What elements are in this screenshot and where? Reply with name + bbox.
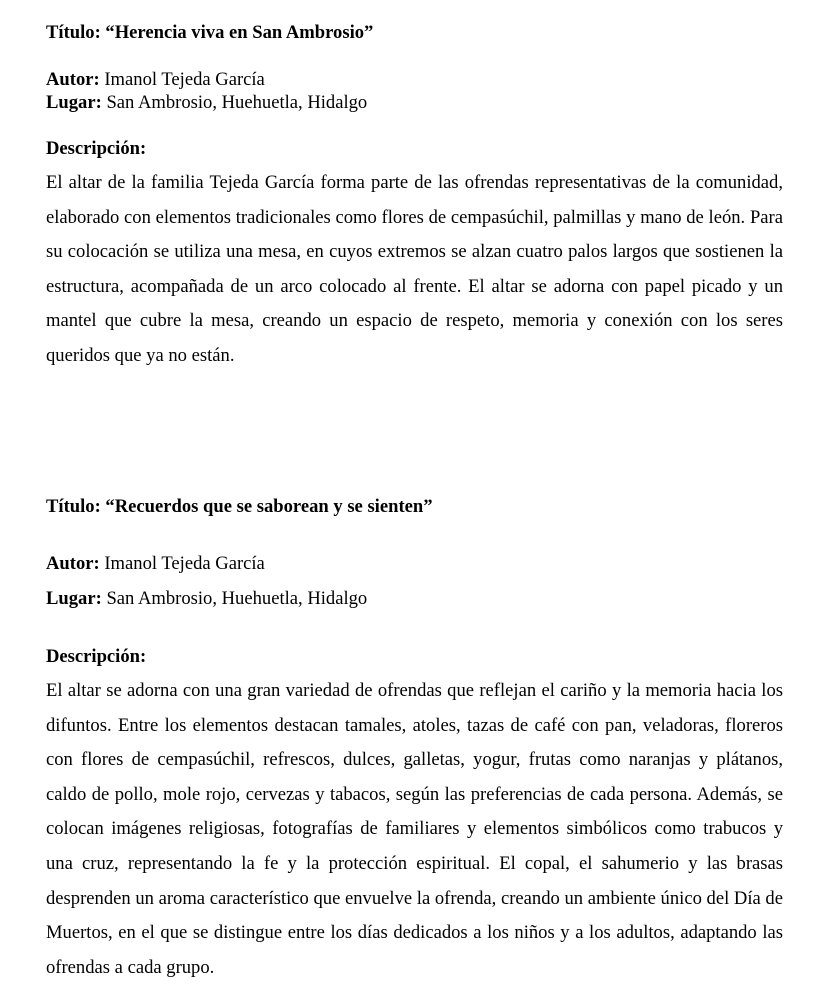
entry-2-meta <box>46 546 783 616</box>
entry-1-description-label: Descripción: <box>46 138 147 159</box>
title-label: Título: <box>46 496 101 517</box>
title-text: “Herencia viva en San Ambrosio” <box>105 22 374 43</box>
entry-2-title <box>46 496 783 518</box>
entry-2-description: El altar se adorna con una gran variedad de ofrendas que reflejan el cariño y la memoria hacia los difuntos. Entre los elementos destacan tamales, atoles, tazas de café con pan, veladoras, floreros con flores de cempasúchil, refrescos, dulces, galletas, yogur, frutas como naranjas y plátanos, caldo de pollo, mole rojo, cervezas y tabacos, según las preferencias de cada persona. Además, se colocan imágenes religiosas, fotografías de familiares y elementos simbólicos como trabucos y una cruz, representando la fe y la protección espiritual. El copal, el sahumerio y las brasas desprenden un aroma característico que envuelve la ofrenda, creando un ambiente único del Día de Muertos, en el que se distingue entre los días dedicados a los niños y a los adultos, adaptando las ofrendas a cada grupo. <box>46 680 783 978</box>
author-label: Autor: <box>46 553 100 574</box>
author-value: Imanol Tejeda García <box>104 69 265 90</box>
author-label: Autor: <box>46 69 100 90</box>
author-line <box>46 68 783 91</box>
title-text: “Recuerdos que se saborean y se sienten” <box>105 496 433 517</box>
place-value: San Ambrosio, Huehuetla, Hidalgo <box>106 92 368 113</box>
place-value: San Ambrosio, Huehuetla, Hidalgo <box>106 588 368 609</box>
place-label: Lugar: <box>46 92 102 113</box>
entry-1-title <box>46 22 783 44</box>
place-line <box>46 91 783 114</box>
entry-2-description-label: Descripción: <box>46 646 147 667</box>
author-line <box>46 546 783 581</box>
author-value: Imanol Tejeda García <box>104 553 265 574</box>
place-line <box>46 581 783 616</box>
title-label: Título: <box>46 22 101 43</box>
entry-1-meta <box>46 68 783 114</box>
entry-1-description: El altar de la familia Tejeda García forma parte de las ofrendas representativas de la comunidad, elaborado con elementos tradicionales como flores de cempasúchil, palmillas y mano de león. Para su colocación se utiliza una mesa, en cuyos extremos se alzan cuatro palos largos que sostienen la estructura, acompañada de un arco colocado al frente. El altar se adorna con papel picado y un mantel que cubre la mesa, creando un espacio de respeto, memoria y conexión con los seres queridos que ya no están. <box>46 172 783 366</box>
place-label: Lugar: <box>46 588 102 609</box>
